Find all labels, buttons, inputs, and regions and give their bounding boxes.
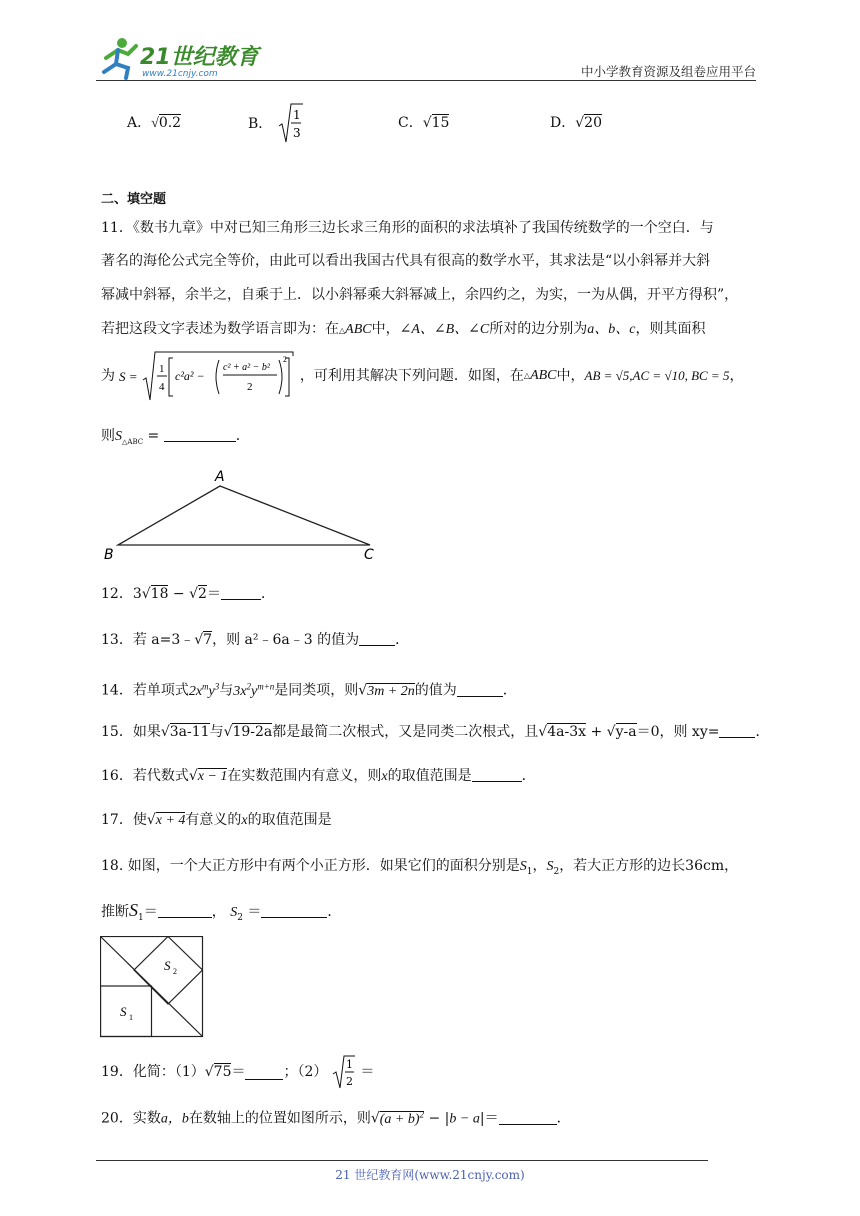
q18-s2-blank[interactable] [261, 903, 327, 918]
q11-line-2: 著名的海伦公式完全等价，由此可以看出我国古代具有很高的数学水平，其求法是“以小斜幂并大斜 [101, 253, 711, 269]
q11-line-6: 则$S_{\triangle ABC}$ = ． [101, 428, 250, 446]
logo-url: www.21cnjy.com [142, 69, 218, 79]
triangle-figure [100, 468, 390, 564]
svg-text:2: 2 [283, 355, 288, 364]
sqrt-half-icon [332, 1054, 356, 1090]
q19-1-blank[interactable] [245, 1065, 283, 1080]
q11-answer-blank[interactable] [164, 427, 236, 442]
section-title: 二、填空题 [101, 192, 167, 207]
svg-text:3: 3 [292, 126, 301, 140]
site-logo [96, 36, 266, 82]
q20-answer-blank[interactable] [499, 1110, 557, 1125]
vertex-a-label: A [215, 469, 225, 485]
svg-text:2: 2 [173, 967, 177, 976]
q13-line: 13．若 a=3﹣√7，则 a²﹣6a﹣3 的值为 ． [101, 632, 410, 648]
vertex-c-label: C [364, 547, 374, 563]
q11-line-5: 为 S = 1 4 c²a² − c² + a² − b² 2 2 ，可利用其解决下列问题．如图，在△ABC中，AB = √5,AC = √10, BC = 5， [101, 348, 743, 404]
q15-answer-blank[interactable] [719, 723, 755, 738]
q20-line: 20．实数a，b在数轴上的位置如图所示，则$√(a + b)^2 - |b - a|=$ ． [101, 1109, 571, 1127]
runner-icon [104, 38, 136, 78]
logo-text: 21世纪教育 [140, 45, 259, 70]
svg-text:2: 2 [345, 1075, 353, 1088]
q12-line: 12．3√18 − √2＝ ． [101, 586, 275, 602]
svg-text:1: 1 [159, 363, 165, 375]
q13-answer-blank[interactable] [359, 631, 395, 646]
svg-text:1: 1 [292, 108, 301, 122]
q11-line-4: 若把这段文字表述为数学语言即为：在△ABC中，∠A、∠B、∠C所对的边分别为a、b、c，则其面积 [101, 321, 706, 337]
footer-divider [96, 1160, 708, 1161]
svg-text:S =: S = [119, 369, 138, 384]
q11-line-3: 幂减中斜幂，余半之，自乘于上．以小斜幂乘大斜幂减上，余四约之，为实，一为从偶，开平方得积”， [101, 287, 739, 303]
q14-line: 14．若单项式$2x^my^3$与$3x^2y^{m+n}$是同类项，则√3m + 2n的值为 ． [101, 681, 517, 699]
sqrt-fraction-icon [277, 102, 303, 144]
svg-text:S: S [164, 958, 171, 973]
squares-figure [100, 936, 204, 1038]
q18-line-2: 推断$S_1=$ ， $S_2$ ＝ ． [101, 900, 342, 923]
svg-text:1: 1 [129, 1013, 133, 1022]
q16-line: 16．若代数式√x − 1在实数范围内有意义，则x的取值范围是 ． [101, 768, 536, 784]
q18-s1-blank[interactable] [158, 903, 212, 918]
q14-answer-blank[interactable] [457, 682, 503, 697]
q16-answer-blank[interactable] [472, 767, 522, 782]
header-divider [96, 80, 756, 81]
svg-text:4: 4 [159, 381, 165, 393]
option-c: C．√15 [398, 115, 450, 131]
vertex-b-label: B [104, 547, 114, 563]
q11-line-1: 11．《数书九章》中对已知三角形三边长求三角形的面积的求法填补了我国传统数学的一个空白．与 [101, 220, 714, 236]
svg-text:S: S [120, 1004, 127, 1019]
area-formula [119, 348, 295, 404]
svg-text:1: 1 [345, 1058, 353, 1071]
q17-line: 17．使√x + 4有意义的x的取值范围是 [101, 812, 332, 828]
footer-text: 21 世纪教育网(www.21cnjy.com) [335, 1168, 525, 1182]
option-a: A．√0.2 [127, 115, 182, 131]
option-d: D．√20 [550, 115, 602, 131]
svg-text:2: 2 [247, 381, 253, 393]
q12-answer-blank[interactable] [221, 585, 261, 600]
q15-line: 15．如果√3a-11与√19-2a都是最简二次根式，又是同类二次根式，且√4a-3x + √y-a＝0，则 xy= ． [101, 724, 770, 740]
q19-line: 19．化简：（1）√75＝ ；（2） 1 2 ＝ [101, 1054, 374, 1088]
header-platform-text: 中小学教育资源及组卷应用平台 [580, 64, 756, 79]
option-b: B． 1 3 [248, 102, 303, 144]
q18-line-1: 18. 如图，一个大正方形中有两个小正方形．如果它们的面积分别是$S_1$，$S_2$，若大正方形的边长36cm， [101, 858, 739, 877]
svg-text:c²a² −: c²a² − [175, 369, 206, 383]
svg-text:c² + a² − b²: c² + a² − b² [223, 362, 271, 373]
